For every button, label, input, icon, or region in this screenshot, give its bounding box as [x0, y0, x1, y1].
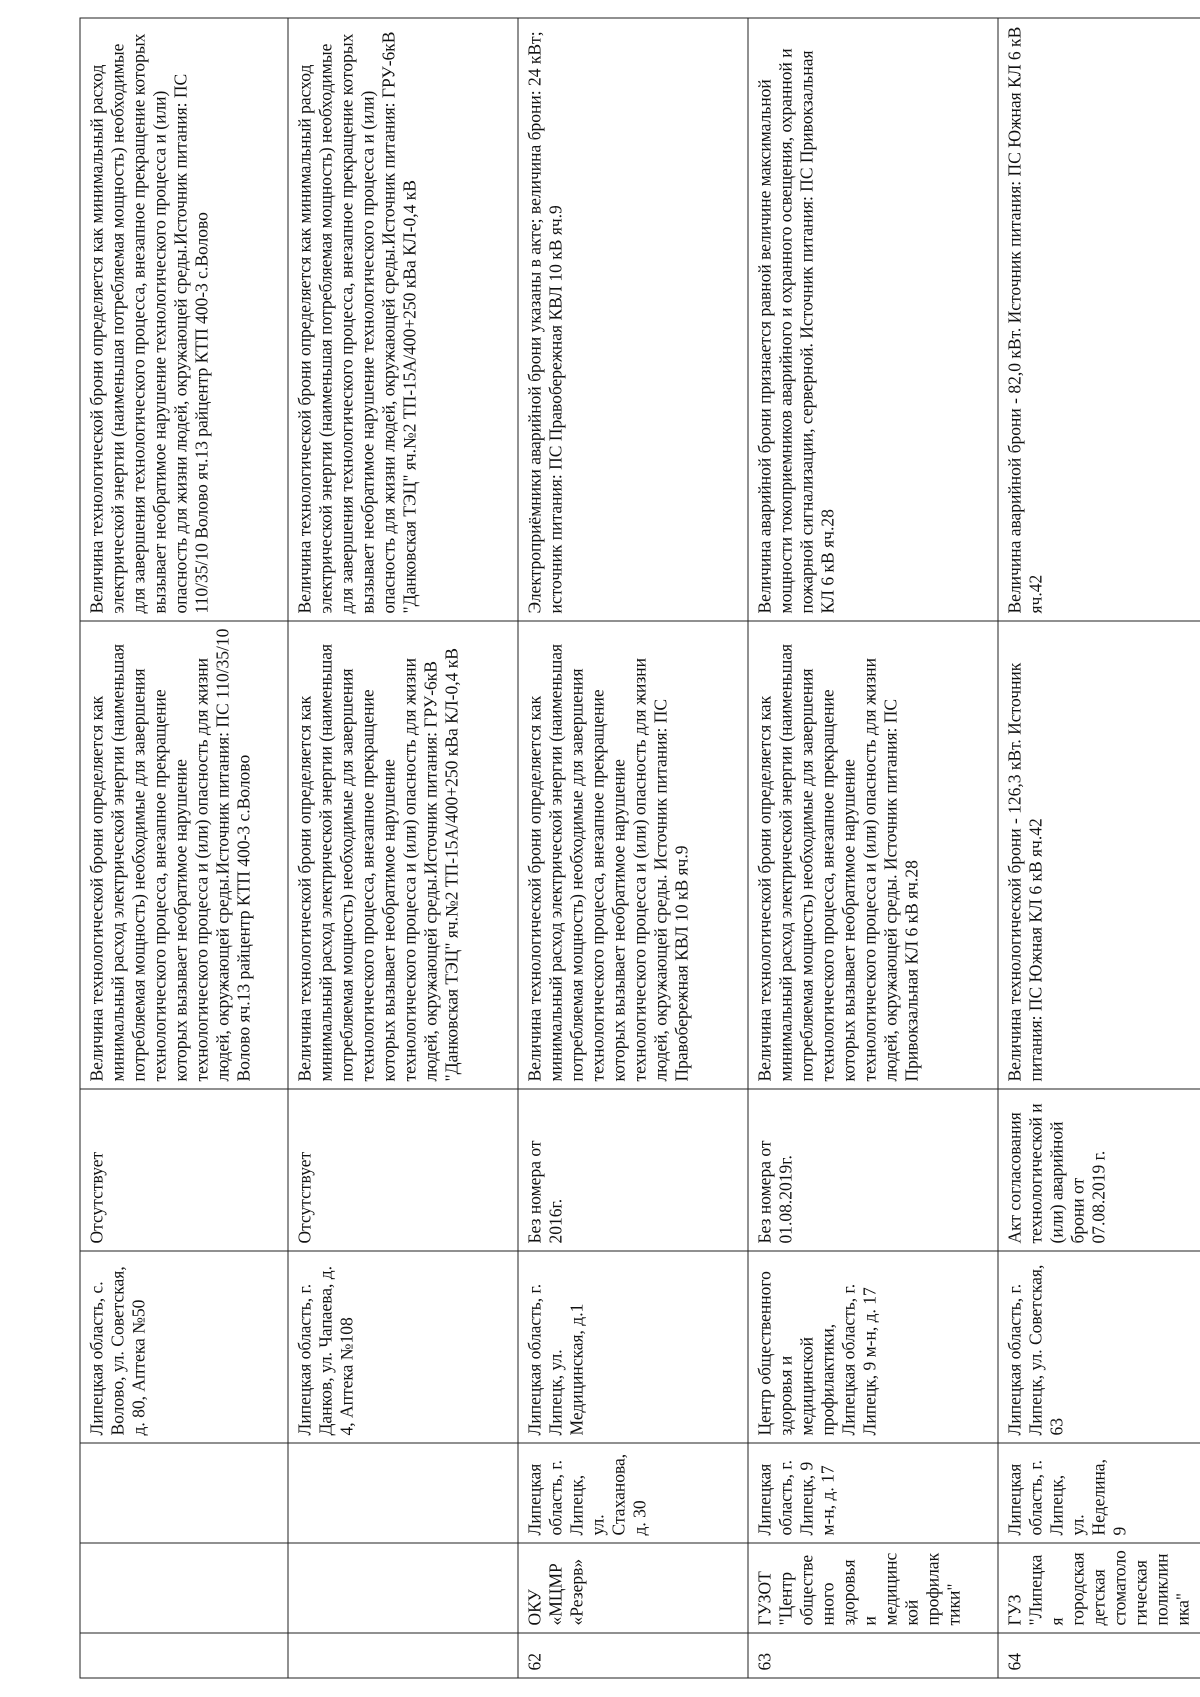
act-cell: Отсутствует [288, 1089, 518, 1251]
emergency-reserve-cell: Величина технологической брони определяется как минимальный расход электрической энергии (наименьшая потребляемая мощность) необходимые для завершения технологического процесса, внезапное прекращение которых вызывает необратимое нарушение технологического процесса и (или) опасность для жизни людей, окружающей среды.Источник питания: ГРУ-6кВ "Данковская ТЭЦ" яч.№2 ТП-15А/400+250 кВа КЛ-0,4 кВ [288, 18, 518, 621]
power-reserve-table [80, 18, 1200, 1679]
address-cell: Липецкая область, г. Липецк, ул. Неделина, 9 [998, 1443, 1200, 1543]
organization-cell: ГУЗОТ "Центр общественного здоровья и медицинской профилактики" [748, 1543, 998, 1633]
act-cell: Без номера от 2016г. [518, 1089, 748, 1251]
act-cell: Отсутствует [80, 1089, 288, 1251]
address-cell [288, 1443, 518, 1543]
row-number-cell: 64 [998, 1633, 1200, 1678]
emergency-reserve-cell: Величина аварийной брони признается равной величине максимальной мощности токоприемников аварийного и охранного освещения, охранной и пожарной сигнализации, серверной. Источник питания: ПС Привокзальная КЛ 6 кВ яч.28 [748, 18, 998, 621]
site-address-cell: Липецкая область, г. Липецк, ул. Медицинская, д.1 [518, 1251, 748, 1443]
address-cell: Липецкая область, г. Липецк, ул. Стаханова, д. 30 [518, 1443, 748, 1543]
tech-reserve-cell: Величина технологической брони определяется как минимальный расход электрической энергии (наименьшая потребляемая мощность) необходимые для завершения технологического процесса, внезапное прекращение которых вызывает необратимое нарушение технологического процесса и (или) опасность для жизни людей, окружающей среды. Источник питания: ПС Правобережная КВЛ 10 кВ яч.9 [518, 621, 748, 1089]
organization-cell [80, 1543, 288, 1633]
rotated-table-sheet [80, 19, 1200, 1679]
emergency-reserve-cell: Величина технологической брони определяется как минимальный расход электрической энергии (наименьшая потребляемая мощность) необходимые для завершения технологического процесса, внезапное прекращение которых вызывает необратимое нарушение технологического процесса и (или) опасность для жизни людей, окружающей среды.Источник питания: ПС 110/35/10 Волово яч.13 райцентр КТП 400-3 с.Волово [80, 18, 288, 621]
table-row [998, 18, 1200, 1678]
site-address-cell: Липецкая область, г. Липецк, ул. Советская, 63 [998, 1251, 1200, 1443]
tech-reserve-cell: Величина технологической брони - 126,3 кВт. Источник питания: ПС Южная КЛ 6 кВ яч.42 [998, 621, 1200, 1089]
organization-cell: ГУЗ "Липецкая городская детская стоматологическая поликлиника" [998, 1543, 1200, 1633]
row-number-cell [80, 1633, 288, 1678]
table-row [80, 18, 288, 1678]
emergency-reserve-cell: Величина аварийной брони - 82,0 кВт. Источник питания: ПС Южная КЛ 6 кВ яч.42 [998, 18, 1200, 621]
row-number-cell [288, 1633, 518, 1678]
tech-reserve-cell: Величина технологической брони определяется как минимальный расход электрической энергии (наименьшая потребляемая мощность) необходимые для завершения технологического процесса, внезапное прекращение которых вызывает необратимое нарушение технологического процесса и (или) опасность для жизни людей, окружающей среды. Источник питания: ПС Привокзальная КЛ 6 кВ яч.28 [748, 621, 998, 1089]
row-number-cell: 63 [748, 1633, 998, 1678]
site-address-cell: Липецкая область, с. Волово, ул. Советская, д. 80, Аптека №50 [80, 1251, 288, 1443]
act-cell: Без номера от 01.08.2019г. [748, 1089, 998, 1251]
table-row [288, 18, 518, 1678]
tech-reserve-cell: Величина технологической брони определяется как минимальный расход электрической энергии (наименьшая потребляемая мощность) необходимые для завершения технологического процесса, внезапное прекращение которых вызывает необратимое нарушение технологического процесса и (или) опасность для жизни людей, окружающей среды.Источник питания: ГРУ-6кВ "Данковская ТЭЦ" яч.№2 ТП-15А/400+250 кВа КЛ-0,4 кВ [288, 621, 518, 1089]
address-cell: Липецкая область, г. Липецк, 9 м-н, д. 17 [748, 1443, 998, 1543]
tech-reserve-cell: Величина технологической брони определяется как минимальный расход электрической энергии (наименьшая потребляемая мощность) необходимые для завершения технологического процесса, внезапное прекращение которых вызывает необратимое нарушение технологического процесса и (или) опасность для жизни людей, окружающей среды.Источник питания: ПС 110/35/10 Волово яч.13 райцентр КТП 400-3 с.Волово [80, 621, 288, 1089]
organization-cell: ОКУ «МЦМР «Резерв» [518, 1543, 748, 1633]
emergency-reserve-cell: Электроприёмники аварийной брони указаны в акте; величина брони: 24 кВт; источник питания: ПС Правобережная КВЛ 10 кВ яч.9 [518, 18, 748, 621]
organization-cell [288, 1543, 518, 1633]
site-address-cell: Липецкая область, г. Данков, ул. Чапаева, д. 4, Аптека №108 [288, 1251, 518, 1443]
table-row [748, 18, 998, 1678]
table-row [518, 18, 748, 1678]
address-cell [80, 1443, 288, 1543]
act-cell: Акт согласования технологической и (или) аварийной брони от 07.08.2019 г. [998, 1089, 1200, 1251]
site-address-cell: Центр общественного здоровья и медицинской профилактики, Липецкая область, г. Липецк, 9 м-н, д. 17 [748, 1251, 998, 1443]
row-number-cell: 62 [518, 1633, 748, 1678]
